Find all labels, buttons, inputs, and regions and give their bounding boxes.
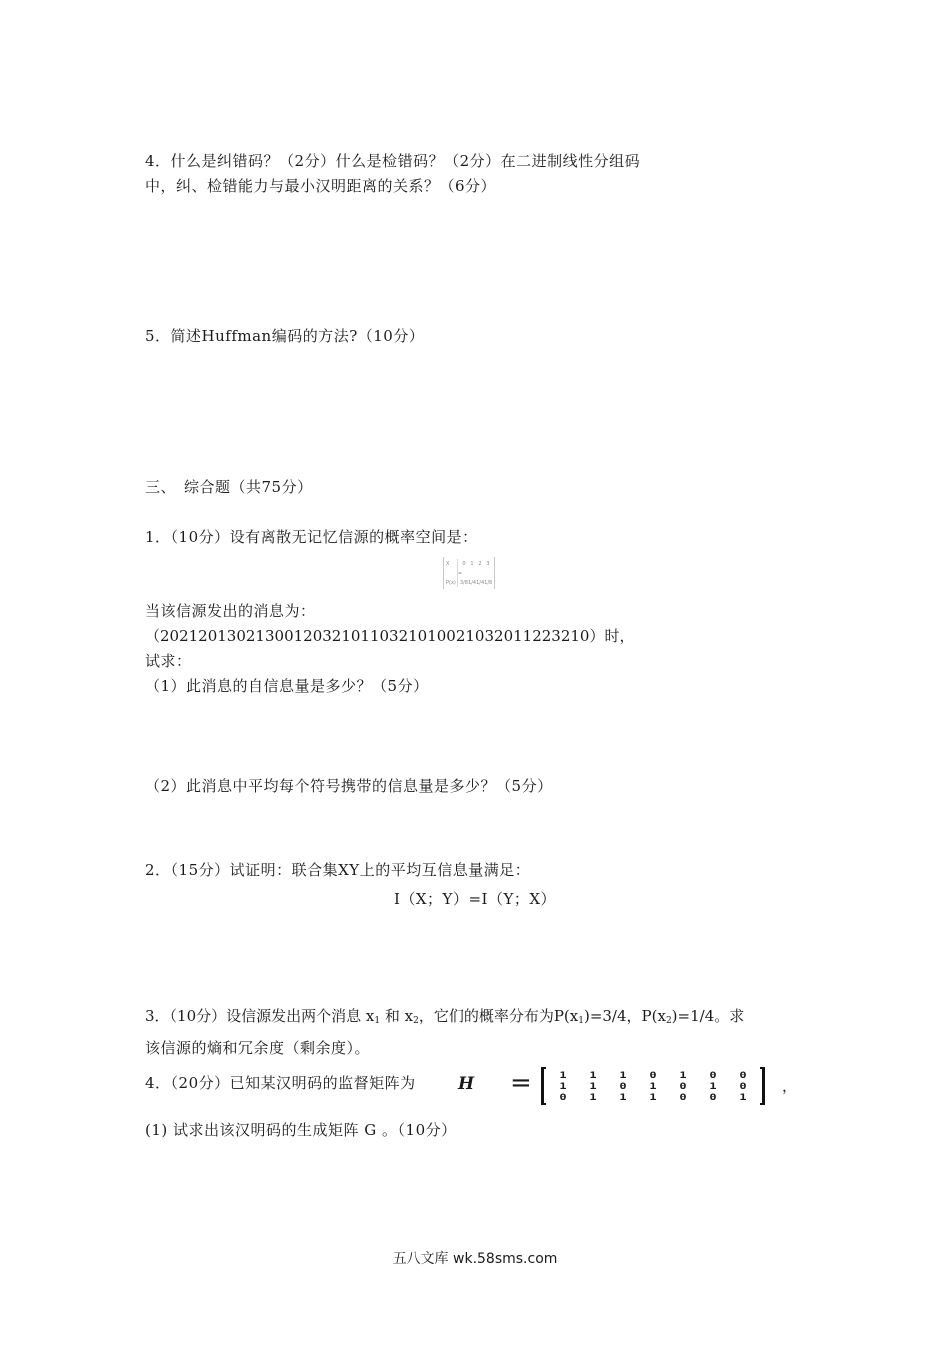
matrix-left-bracket [541,1067,546,1105]
matrix-equals: = [510,1068,532,1098]
matrix-cell: 1 [619,1069,627,1081]
prob-row-p [446,579,492,587]
matrix-row [555,1071,751,1080]
s3-q1-intro: 1．（10分）设有离散无记忆信源的概率空间是： [145,528,478,546]
matrix-cell: 1 [709,1080,717,1092]
matrix-cell: 1 [679,1069,687,1081]
q3-text-d: )=3/4，P(x [583,1007,666,1025]
matrix-cell: 1 [559,1080,567,1092]
prob-row-eq [458,570,492,578]
matrix-cell: 0 [649,1069,657,1081]
s3-q3-line1 [145,1006,744,1031]
matrix-cell: 1 [589,1069,597,1081]
matrix-cell: 1 [739,1091,747,1103]
q4-line2: 中，纠、检错能力与最小汉明距离的关系？（6分） [145,177,497,195]
parity-check-matrix [541,1067,765,1105]
prob-x-value: 0 [462,561,466,567]
matrix-trailing-comma: ， [782,1077,798,1095]
q3-text-b: 和 x [380,1007,414,1025]
matrix-row [555,1093,751,1102]
prob-x-value: 1 [470,561,474,567]
prob-p-values [460,579,492,587]
s3-q1-ask: 试求： [145,652,192,670]
matrix-cell: 1 [589,1091,597,1103]
matrix-cell: 0 [619,1080,627,1092]
matrix-cell: 1 [589,1080,597,1092]
matrix-cell: 0 [559,1091,567,1103]
matrix-cell: 0 [679,1091,687,1103]
q3-sub: 1 [374,1016,381,1026]
s3-q4-intro: 4．（20分）已知某汉明码的监督矩阵为 [145,1074,416,1092]
prob-x-value: 2 [478,561,482,567]
s3-q2-formula: I（X；Y）=I（Y；X） [393,890,557,908]
prob-p-value: 1/4 [468,580,477,586]
matrix-cell: 0 [679,1080,687,1092]
probability-space-table [443,557,495,589]
matrix-cell: 1 [619,1091,627,1103]
matrix-cell: 0 [709,1069,717,1081]
prob-x-value: 3 [486,561,490,567]
page-footer: 五八文库 wk.58sms.com [392,1251,558,1267]
s3-q1-message-intro: 当该信源发出的消息为： [145,602,316,620]
matrix-cell: 0 [739,1080,747,1092]
s3-q4-part1: (1) 试求出该汉明码的生成矩阵 G 。（10分） [145,1121,457,1139]
q3-sub: 2 [413,1016,419,1026]
matrix-cell: 1 [649,1091,657,1103]
q3-sub: 2 [665,1016,672,1026]
q3-text-a: 3．（10分）设信源发出两个消息 x [145,1007,375,1025]
prob-x-label: X [446,561,450,567]
prob-p-label: P(x) [446,580,456,586]
s3-q1-part2: （2）此消息中平均每个符号携带的信息量是多少？（5分） [145,777,553,795]
prob-p-value: 3/8 [460,580,469,586]
prob-p-value: 1/8 [484,580,493,586]
q5-text: 5．简述Huffman编码的方法?（10分） [145,327,425,345]
prob-row-x [446,560,492,568]
s3-q2-intro: 2．（15分）试证明：联合集XY上的平均互信息量满足： [145,861,531,879]
q3-text-e: )=1/4。求 [671,1007,745,1025]
s3-q1-message: （202120130213001203210110321010021032011223210）时， [145,627,635,645]
matrix-h-label: H [458,1074,473,1094]
q3-sub: 1 [578,1016,584,1026]
matrix-right-bracket [760,1067,765,1105]
prob-p-value: 1/4 [476,580,485,586]
q4-line1: 4．什么是纠错码？（2分）什么是检错码？（2分）在二进制线性分组码 [145,152,641,170]
matrix-cell: 1 [649,1080,657,1092]
section3-heading: 三、 综合题（共75分） [145,478,313,496]
prob-eq-sign: = [458,571,463,577]
q3-text-c: ，它们的概率分布为P(x [418,1007,579,1025]
matrix-row [555,1082,751,1091]
s3-q1-part1: （1）此消息的自信息量是多少？（5分） [145,677,429,695]
matrix-cell: 1 [559,1069,567,1081]
prob-x-values [460,560,492,568]
s3-q3-line2: 该信源的熵和冗余度（剩余度）。 [145,1039,371,1057]
matrix-cell: 0 [709,1091,717,1103]
matrix-cell: 0 [739,1069,747,1081]
